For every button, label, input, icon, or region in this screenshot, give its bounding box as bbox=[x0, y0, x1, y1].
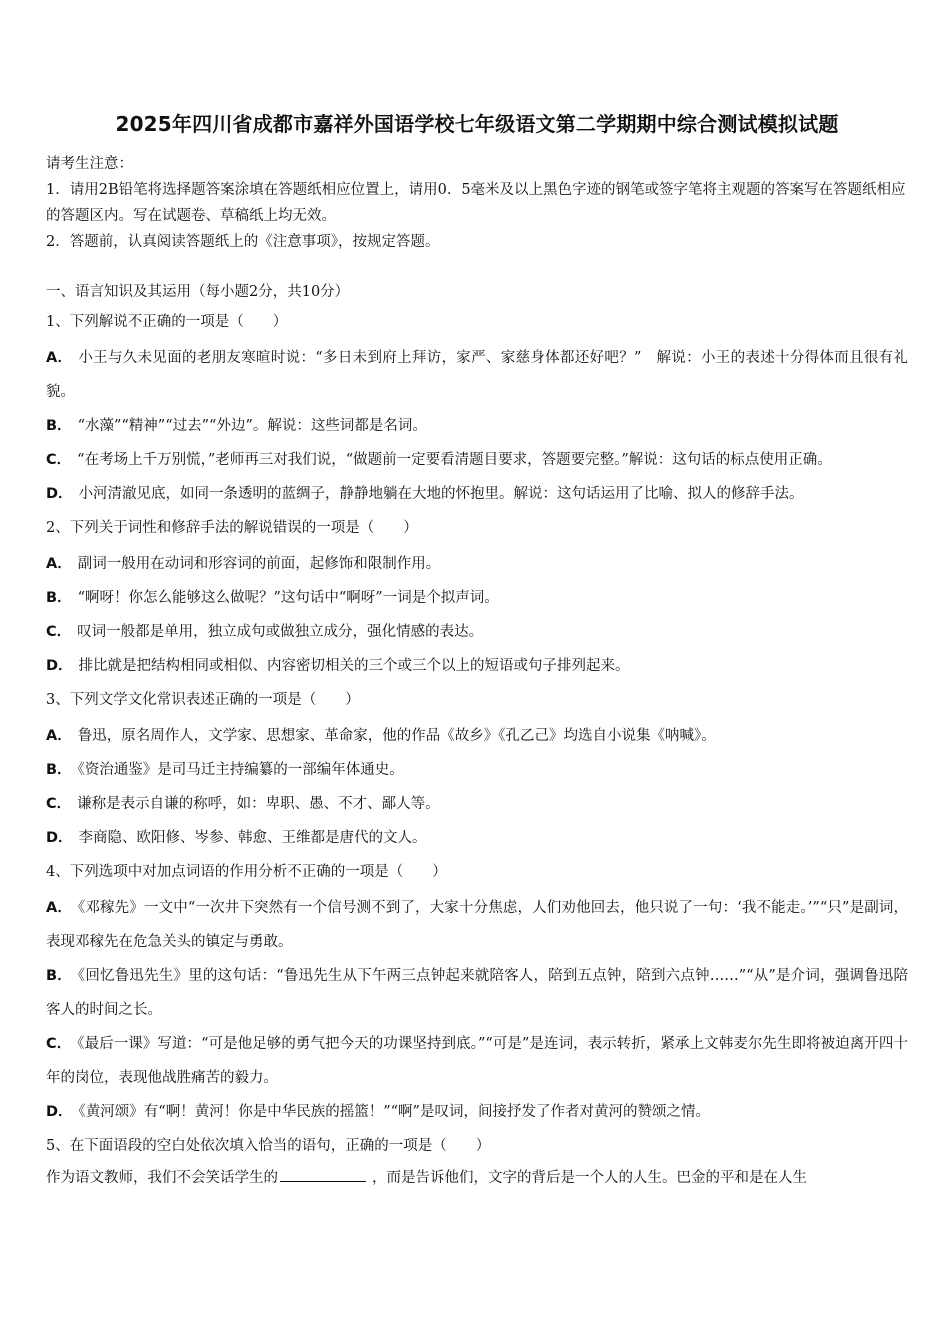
question-2 bbox=[46, 515, 908, 683]
option-a: A． 《邓稼先》一文中“一次井下突然有一个信号测不到了，大家十分焦虑，人们劝他回去，他只说了一句：‘我不能走。’”“只”是副词，表现邓稼先在危急关头的镇定与勇敢。 bbox=[46, 900, 908, 950]
notice-heading: 请考生注意： bbox=[46, 156, 133, 172]
option-b: B． “水藻”“精神”“过去”“外边”。解说：这些词都是名词。 bbox=[46, 418, 427, 434]
option-b: B． 《资治通鉴》是司马迁主持编纂的一部编年体通史。 bbox=[46, 762, 404, 778]
option-c: C． 《最后一课》写道：“可是他足够的勇气把今天的功课坚持到底。”“可是”是连词，表示转折，紧承上文韩麦尔先生即将被迫离开四十年的岗位，表现他战胜痛苦的毅力。 bbox=[46, 1036, 908, 1086]
question-4 bbox=[46, 859, 908, 1129]
passage-text: 作为语文教师，我们不会笑话学生的 ，而是告诉他们，文字的背后是一个人的人生。巴金的平和是在人生 bbox=[46, 1165, 908, 1191]
question-stem: 3、下列文学文化常识表述正确的一项是（ ） bbox=[46, 692, 360, 708]
option-d: D． 李商隐、欧阳修、岑参、韩愈、王维都是唐代的文人。 bbox=[46, 830, 427, 846]
question-3 bbox=[46, 687, 908, 855]
question-stem: 1、下列解说不正确的一项是（ ） bbox=[46, 314, 288, 330]
question-1 bbox=[46, 309, 908, 511]
option-d: D． 《黄河颂》有“啊！黄河！你是中华民族的摇篮！”“啊”是叹词，间接抒发了作者对黄河的赞颂之情。 bbox=[46, 1104, 710, 1120]
option-c: C． “在考场上千万别慌，”老师再三对我们说，“做题前一定要看清题目要求，答题要完整。”解说：这句话的标点使用正确。 bbox=[46, 452, 832, 468]
option-c: C． 叹词一般都是单用，独立成句或做独立成分，强化情感的表达。 bbox=[46, 624, 484, 640]
question-stem: 5、在下面语段的空白处依次填入恰当的语句，正确的一项是（ ） bbox=[46, 1138, 491, 1154]
question-stem: 4、下列选项中对加点词语的作用分析不正确的一项是（ ） bbox=[46, 864, 447, 880]
notice-item-2: 2．答题前，认真阅读答题纸上的《注意事项》，按规定答题。 bbox=[46, 234, 440, 250]
section-heading: 一、语言知识及其运用（每小题2分，共10分） bbox=[46, 284, 350, 300]
option-c: C． 谦称是表示自谦的称呼，如：卑职、愚、不才、鄙人等。 bbox=[46, 796, 440, 812]
notice-block bbox=[46, 151, 908, 255]
option-a: A． 副词一般用在动词和形容词的前面，起修饰和限制作用。 bbox=[46, 556, 441, 572]
page-title: 2025年四川省成都市嘉祥外国语学校七年级语文第二学期期中综合测试模拟试题 bbox=[115, 112, 839, 136]
question-stem: 2、下列关于词性和修辞手法的解说错误的一项是（ ） bbox=[46, 520, 418, 536]
option-a: A． 小王与久未见面的老朋友寒暄时说：“多日未到府上拜访，家严、家慈身体都还好吧？” 解说：小王的表述十分得体而且很有礼貌。 bbox=[46, 350, 908, 400]
question-5 bbox=[46, 1133, 908, 1191]
option-b: B． “啊呀！你怎么能够这么做呢？”这句话中“啊呀”一词是个拟声词。 bbox=[46, 590, 499, 606]
exam-page bbox=[46, 108, 908, 1191]
option-a: A． 鲁迅，原名周作人，文学家、思想家、革命家，他的作品《故乡》《孔乙己》均选自小说集《呐喊》。 bbox=[46, 728, 716, 744]
option-d: D． 排比就是把结构相同或相似、内容密切相关的三个或三个以上的短语或句子排列起来。 bbox=[46, 658, 630, 674]
option-d: D． 小河清澈见底，如同一条透明的蓝绸子，静静地躺在大地的怀抱里。解说：这句话运用了比喻、拟人的修辞手法。 bbox=[46, 486, 804, 502]
fill-in-blank[interactable] bbox=[280, 1167, 366, 1182]
notice-item-1: 1．请用2B铅笔将选择题答案涂填在答题纸相应位置上，请用0．5毫米及以上黑色字迹的钢笔或签字笔将主观题的答案写在答题纸相应的答题区内。写在试题卷、草稿纸上均无效。 bbox=[46, 182, 906, 224]
option-b: B． 《回忆鲁迅先生》里的这句话：“鲁迅先生从下午两三点钟起来就陪客人，陪到五点钟，陪到六点钟……”“从”是介词，强调鲁迅陪客人的时间之长。 bbox=[46, 968, 908, 1018]
